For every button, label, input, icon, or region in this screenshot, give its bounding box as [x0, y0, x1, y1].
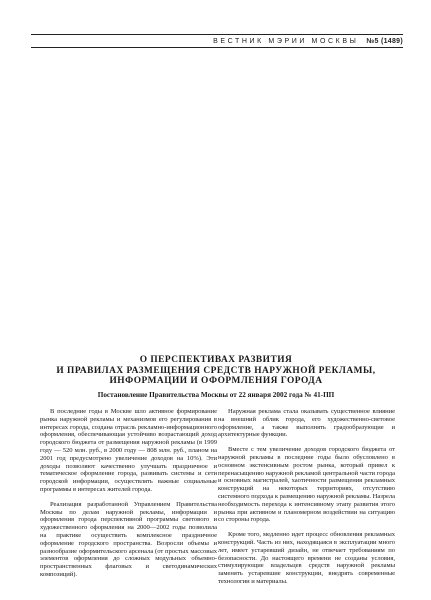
article-title-line: О ПЕРСПЕКТИВАХ РАЗВИТИЯ: [139, 355, 293, 365]
decree-subtitle: Постановление Правительства Москвы от 22 января 2002 года № 41-ПП: [97, 390, 335, 399]
paragraph: Наружная реклама стала оказывать существенное влияние на внешний облик города, его художественно-световое оформление, а также выполнять градообразующие и архитектурные функции.: [218, 408, 395, 439]
text-column-right: [218, 408, 395, 593]
header-rule-bottom: [31, 47, 403, 48]
text-column-left: [40, 408, 217, 586]
paragraph: Кроме того, медленно идет процесс обновления рекламных конструкций. Часть из них, находящаяся в эксплуатации много лет, имеет устаревший дизайн, не отвечает требованиям по безопасности. До настоящего времени не созданы условия, стимулирующие владельцев средств наружной рекламы заменять устаревшие конструкции, внедрять современные технологии и материалы.: [218, 531, 395, 585]
issue-number: №5 (1489): [366, 38, 403, 45]
paragraph: Реализация разработанной Управлением Правительства Москвы по делам наружной рекламы, информации и оформления города перспективной программы светового и художественного оформления на 2000—2002 годы позволила на практике осуществить комплексное праздничное оформление городского пространства. Возросли объемы и разнообразие оформительского арсенала (от простых массовых элементов оформления до сложных модульных объемно-пространственных флаговых и светодинамических композиций).: [40, 500, 217, 578]
article-title-line: И ПРАВИЛАХ РАЗМЕЩЕНИЯ СРЕДСТВ НАРУЖНОЙ РЕКЛАМЫ,: [56, 365, 376, 376]
article-title-block: [40, 355, 392, 400]
running-head: [213, 37, 403, 46]
header-rule-top: [31, 34, 403, 35]
article-title-line: ИНФОРМАЦИИ И ОФОРМЛЕНИЯ ГОРОДА: [109, 376, 323, 386]
paragraph: В последние годы в Москве шло активное формирование рынка наружной рекламы и механизмов его регулирования в интересах города, создана отрасль рекламно-информационного оформления, обеспечивающая устойчиво возрастающий доход городского бюджета от размещения наружной рекламы (в 1999 году — 520 млн. руб., в 2000 году — 808 млн. руб., планом на 2001 год предусмотрено увеличение доходов на 10%). Эти доходы позволяют качественно улучшать праздничное и тематическое оформление города, развивать системы и сети городской информации, осуществлять важные социальные программы в интересах жителей города.: [40, 408, 217, 493]
publication-title: ВЕСТНИК МЭРИИ МОСКВЫ: [213, 38, 359, 45]
paragraph: Вместе с тем увеличение доходов городского бюджета от наружной рекламы в последние годы было обусловлено в основном экстенсивным ростом рынка, который привел к перенасыщению наружной рекламой центральной части города и основных магистралей, хаотичности размещения рекламных конструкций на некоторых территориях, отсутствию системного подхода к размещению наружной рекламы. Назрела необходимость перехода к интенсивному этапу развития этого рынка при активном и планомерном воздействии на ситуацию со стороны города.: [218, 446, 395, 524]
